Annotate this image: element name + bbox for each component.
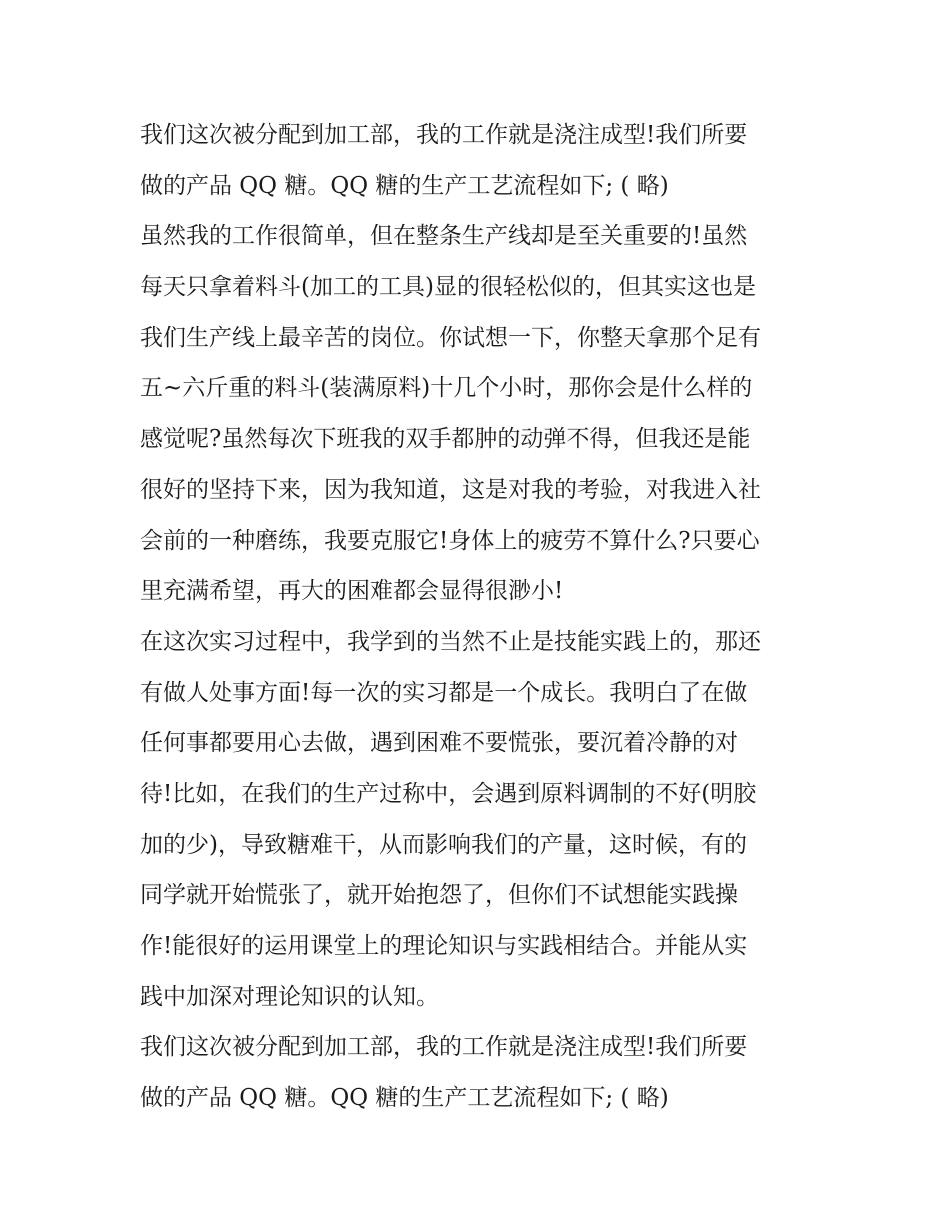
text-line: 我们这次被分配到加工部，我的工作就是浇注成型!我们所要 bbox=[140, 1034, 748, 1061]
text-line: 很好的坚持下来，因为我知道，这是对我的考验，对我进入社 bbox=[140, 476, 761, 503]
text-line: 五~六斤重的料斗(装满原料)十几个小时，那你会是什么样的 bbox=[140, 375, 753, 402]
text-line: 里充满希望，再大的困难都会显得很渺小! bbox=[140, 578, 564, 605]
text-line: 虽然我的工作很简单，但在整条生产线却是至关重要的!虽然 bbox=[140, 223, 748, 250]
text-line: 同学就开始慌张了，就开始抱怨了，但你们不试想能实践操 bbox=[140, 882, 738, 909]
text-line: 做的产品 QQ 糖。QQ 糖的生产工艺流程如下; ( 略) bbox=[140, 1085, 669, 1112]
text-line: 每天只拿着料斗(加工的工具)显的很轻松似的，但其实这也是 bbox=[140, 274, 756, 301]
text-line: 在这次实习过程中，我学到的当然不止是技能实践上的，那还 bbox=[140, 628, 761, 655]
text-line: 做的产品 QQ 糖。QQ 糖的生产工艺流程如下; ( 略) bbox=[140, 172, 669, 199]
text-line: 加的少)，导致糖难干，从而影响我们的产量，这时候，有的 bbox=[140, 831, 747, 858]
text-line: 感觉呢?虽然每次下班我的双手都肿的动弹不得，但我还是能 bbox=[140, 426, 751, 453]
text-line: 作!能很好的运用课堂上的理论知识与实践相结合。并能从实 bbox=[140, 933, 748, 959]
body-text bbox=[140, 110, 820, 1124]
text-line: 践中加深对理论知识的认知。 bbox=[140, 983, 439, 1010]
text-line: 会前的一种磨练，我要克服它!身体上的疲劳不算什么?只要心 bbox=[140, 527, 760, 554]
text-line: 任何事都要用心去做，遇到困难不要慌张，要沉着冷静的对 bbox=[140, 730, 738, 757]
text-line: 有做人处事方面!每一次的实习都是一个成长。我明白了在做 bbox=[140, 679, 748, 706]
text-line: 待!比如，在我们的生产过称中，会遇到原料调制的不好(明胶 bbox=[140, 780, 757, 807]
text-line: 我们这次被分配到加工部，我的工作就是浇注成型!我们所要 bbox=[140, 122, 748, 148]
text-line: 我们生产线上最辛苦的岗位。你试想一下，你整天拿那个足有 bbox=[140, 324, 761, 351]
